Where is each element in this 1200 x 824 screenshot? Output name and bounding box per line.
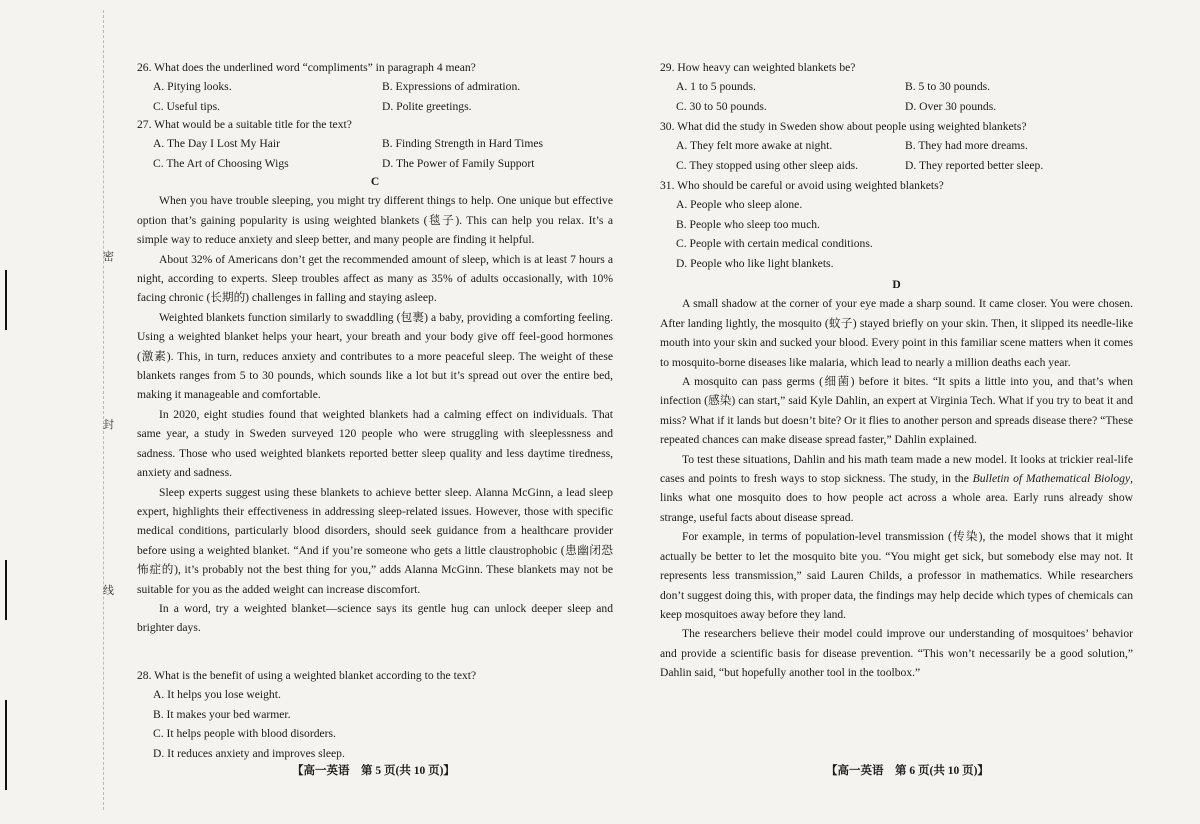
passage-paragraph: A mosquito can pass germs (细菌) before it bites. “It spits a little into you, and that’s when infection (感染) can start,” said Kyle Dahlin, an expert at Virginia Tech. What if you try to beat it and miss? What if it lands but doesn’t bite? Or it flies to another person and spreads disease there? “These repeated chances can make disease spread faster,” Dahlin explained.	[660, 375, 1133, 447]
right-page	[660, 0, 1133, 824]
passage-paragraph	[660, 450, 1133, 528]
question-stem: 28. What is the benefit of using a weighted blanket according to the text?	[137, 669, 477, 682]
option-b: B. People who sleep too much.	[676, 217, 820, 231]
section-letter-d: D	[892, 278, 901, 291]
question-29	[660, 58, 1133, 116]
option-c: C. Useful tips.	[153, 99, 220, 113]
option-a: A. Pitying looks.	[153, 80, 232, 94]
option-a: A. People who sleep alone.	[676, 198, 803, 212]
question-stem: 31. Who should be careful or avoid using weighted blankets?	[660, 179, 944, 192]
options	[137, 685, 613, 763]
binding-mark-bottom: 线	[103, 585, 114, 597]
passage-paragraph: Weighted blankets function similarly to swaddling (包裹) a baby, providing a comforting feeling. Using a weighted blanket helps your heart, your breath and your body give off feel-good hormones (激素). This, in turn, reduces anxiety and contributes to a more peaceful sleep. The weight of these blankets ranges from 5 to 30 pounds, which sounds like a lot but it’s spread out over the entire bed, making it manageable and comfortable.	[137, 310, 613, 402]
passage-d	[660, 275, 1133, 683]
option-a: A. The Day I Lost My Hair	[153, 137, 280, 151]
binding-dashed-line	[103, 10, 104, 810]
passage-paragraph: For example, in terms of population-level transmission (传染), the model shows that it might actually be better to let the mosquito bite you. “You might get sick, but somebody else may not. It represents less transmission,” said Lauren Childs, a professor in mathematics. While researchers don’t suggest doing this, with proper data, the findings may help decide which types of chemicals can keep mosquitoes away before they land.	[660, 530, 1133, 621]
option-d: D. People who like light blankets.	[676, 256, 834, 270]
paragraph-text: , links what one mosquito does to how people act across a whole area. Early runs already show strange, useful facts about disease spread.	[660, 472, 1133, 524]
options	[137, 77, 613, 116]
question-27	[137, 115, 613, 173]
binding-mark-middle: 封	[103, 419, 114, 431]
option-d: D. The Power of Family Support	[382, 156, 535, 170]
option-c: C. People with certain medical conditions.	[676, 237, 873, 251]
left-page	[137, 0, 613, 824]
passage-paragraph: About 32% of Americans don’t get the recommended amount of sleep, which is at least 7 hours a night, according to experts. Sleep troubles affect as many as 35% of adults occasionally, with 10% facing chronic (长期的) challenges in falling and staying asleep.	[137, 252, 613, 305]
options	[660, 136, 1133, 175]
passage-paragraph: Sleep experts suggest using these blankets to achieve better sleep. Alanna McGinn, a lead sleep expert, highlights their effectiveness in addressing sleep-related issues. However, those with specific medical conditions, particularly blood disorders, should seek guidance from a healthcare provider before using a weighted blanket. “And if you’re someone who gets a little claustrophobic (患幽闭恐怖症的), it’s probably not the best thing for you,” adds Alanna McGinn. These blankets may not be suitable for you as the added weight can increase discomfort.	[137, 485, 613, 596]
options	[660, 195, 1133, 273]
option-b: B. They had more dreams.	[905, 139, 1028, 153]
section-letter-c: C	[370, 175, 380, 188]
page-footer: 【高一英语 第 5 页(共 10 页)】	[292, 765, 455, 777]
question-stem: 27. What would be a suitable title for the text?	[137, 118, 352, 131]
option-d: D. Over 30 pounds.	[905, 99, 997, 113]
passage-c	[137, 172, 613, 638]
question-30	[660, 117, 1133, 175]
option-d: D. They reported better sleep.	[905, 158, 1044, 172]
passage-paragraph: A small shadow at the corner of your eye made a sharp sound. It came closer. You were chosen. After landing lightly, the mosquito (蚊子) stayed briefly on your skin. Then, it slipped its needle-like mouth into your skin and sucked your blood. Every point in this familiar scene matters when it comes to mosquito-borne diseases like malaria, which lead to nearly a million deaths each year.	[660, 297, 1133, 369]
question-26	[137, 58, 613, 116]
option-c: C. They stopped using other sleep aids.	[676, 158, 859, 172]
option-a: A. 1 to 5 pounds.	[676, 80, 756, 94]
paragraph-text: To test these situations, Dahlin and his math team made a new model. It looks at trickier real-life cases and points to fresh ways to stop sickness. The study, in the	[660, 452, 1133, 486]
question-stem: 26. What does the underlined word “compliments” in paragraph 4 mean?	[137, 61, 476, 74]
options	[660, 77, 1133, 116]
question-stem: 30. What did the study in Sweden show about people using weighted blankets?	[660, 120, 1027, 133]
options	[137, 134, 613, 173]
option-b: B. Finding Strength in Hard Times	[382, 137, 544, 151]
scan-edge-mark	[5, 560, 7, 620]
scan-edge-mark	[5, 700, 7, 790]
option-a: A. It helps you lose weight.	[153, 688, 281, 702]
option-b: B. 5 to 30 pounds.	[905, 80, 991, 94]
option-c: C. It helps people with blood disorders.	[153, 727, 336, 741]
journal-title: Bulletin of Mathematical Biology	[972, 472, 1131, 486]
scan-edge-mark	[5, 270, 7, 330]
option-d: D. It reduces anxiety and improves sleep.	[153, 746, 345, 760]
question-31	[660, 176, 1133, 273]
option-b: B. It makes your bed warmer.	[153, 707, 291, 721]
option-c: C. The Art of Choosing Wigs	[153, 156, 289, 170]
option-c: C. 30 to 50 pounds.	[676, 99, 767, 113]
passage-paragraph: In a word, try a weighted blanket—science says its gentle hug can unlock deeper sleep and brighter days.	[137, 601, 613, 635]
option-b: B. Expressions of admiration.	[382, 80, 521, 94]
option-a: A. They felt more awake at night.	[676, 139, 833, 153]
question-28	[137, 666, 613, 763]
binding-mark-top: 密	[103, 251, 114, 263]
passage-paragraph: In 2020, eight studies found that weighted blankets had a calming effect on individuals. That same year, a study in Sweden surveyed 120 people who were struggling with sleeplessness and sadness. Those who used weighted blankets reported better sleep quality and less daytime tiredness, anxiety and sadness.	[137, 407, 613, 480]
option-d: D. Polite greetings.	[382, 99, 472, 113]
question-stem: 29. How heavy can weighted blankets be?	[660, 61, 856, 74]
page-footer: 【高一英语 第 6 页(共 10 页)】	[826, 765, 989, 777]
passage-paragraph: When you have trouble sleeping, you might try different things to help. One unique but effective option that’s gaining popularity is using weighted blankets (毯子). This can help you relax. It’s a simple way to reduce anxiety and sleep better, and many people are finding it helpful.	[137, 194, 613, 247]
passage-paragraph: The researchers believe their model could improve our understanding of mosquitoes’ behavior and provide a scientific basis for disease prevention. “This won’t necessarily be a good solution,” Dahlin said, “but hopefully another tool in the toolbox.”	[660, 627, 1133, 680]
